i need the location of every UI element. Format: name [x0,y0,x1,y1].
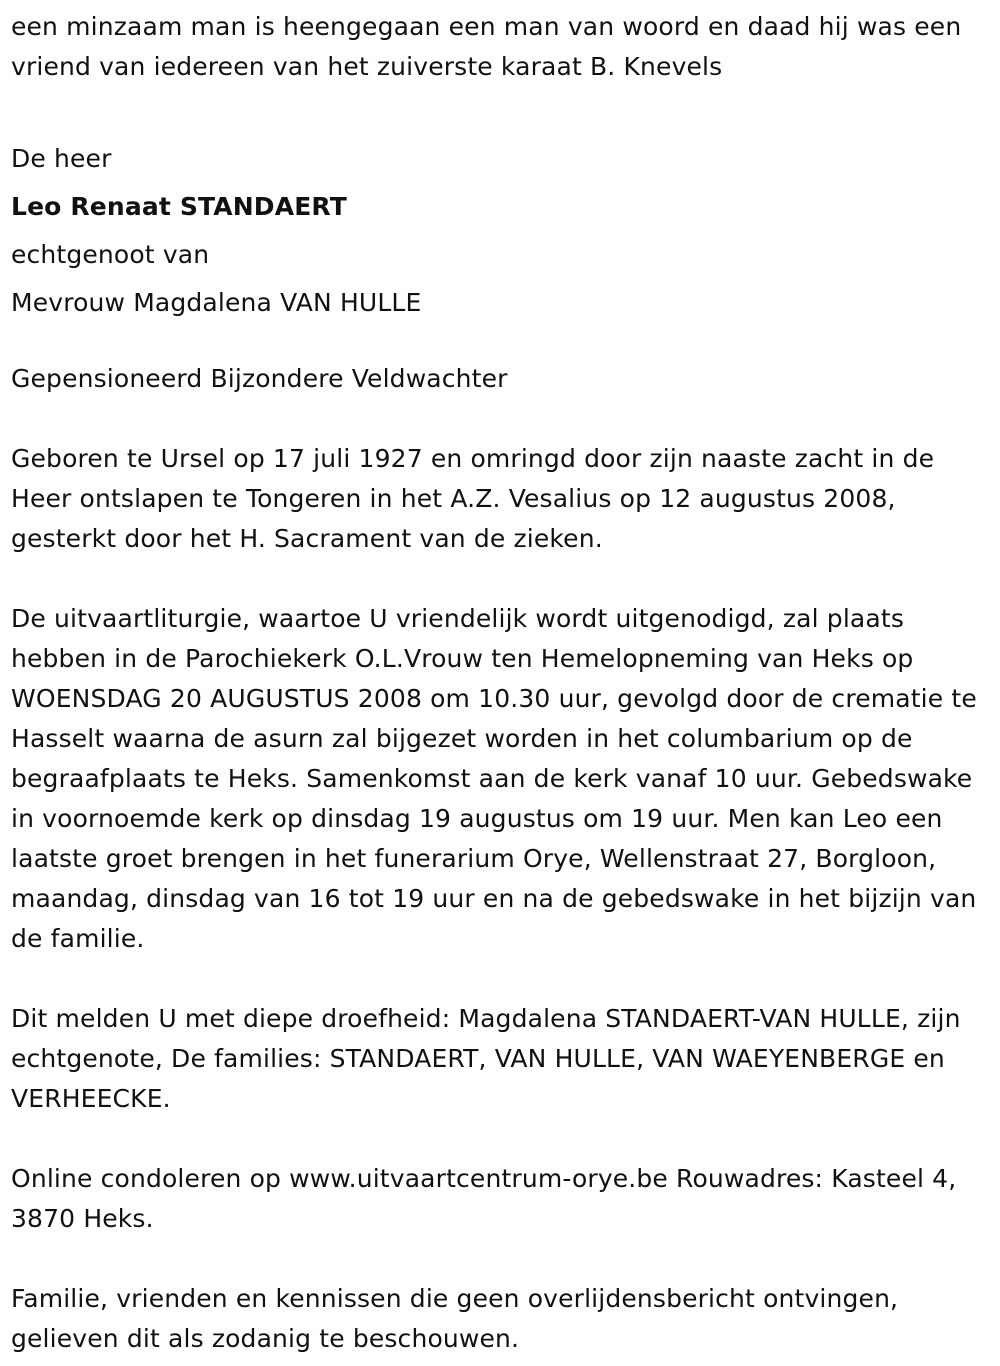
salutation: De heer [11,144,112,173]
deceased-name: Leo Renaat STANDAERT [11,192,347,221]
obituary-document [11,7,993,1359]
online-condolence-paragraph: Online condoleren op www.uitvaartcentrum-orye.be Rouwadres: Kasteel 4, 3870 Heks. [11,1164,957,1233]
opening-quote: een minzaam man is heengegaan een man van woord en daad hij was een vriend van iedereen van het zuiverste karaat B. Knevels [11,12,962,81]
relation-label: echtgenoot van [11,240,210,269]
spouse-name: Mevrouw Magdalena VAN HULLE [11,288,422,317]
funeral-paragraph: De uitvaartliturgie, waartoe U vriendelijk wordt uitgenodigd, zal plaats hebben in de Parochiekerk O.L.Vrouw ten Hemelopneming van Heks op WOENSDAG 20 AUGUSTUS 2008 om 10.30 uur, gevolgd door de crematie te Hasselt waarna de asurn zal bijgezet worden in het columbarium op de begraafplaats te Heks. Samenkomst aan de kerk vanaf 10 uur. Gebedswake in voornoemde kerk op dinsdag 19 augustus om 19 uur. Men kan Leo een laatste groet brengen in het funerarium Orye, Wellenstraat 27, Borgloon, maandag, dinsdag van 16 tot 19 uur en na de gebedswake in het bijzijn van de familie. [11,604,977,953]
announcers-paragraph: Dit melden U met diepe droefheid: Magdalena STANDAERT-VAN HULLE, zijn echtgenote, De families: STANDAERT, VAN HULLE, VAN WAEYENBERGE en VERHEECKE. [11,1004,961,1113]
profession: Gepensioneerd Bijzondere Veldwachter [11,364,508,393]
birth-death-paragraph: Geboren te Ursel op 17 juli 1927 en omringd door zijn naaste zacht in de Heer ontslapen te Tongeren in het A.Z. Vesalius op 12 augustus 2008, gesterkt door het H. Sacrament van de zieken. [11,444,935,553]
closing-paragraph: Familie, vrienden en kennissen die geen overlijdensbericht ontvingen, gelieven dit als zodanig te beschouwen. [11,1284,899,1353]
